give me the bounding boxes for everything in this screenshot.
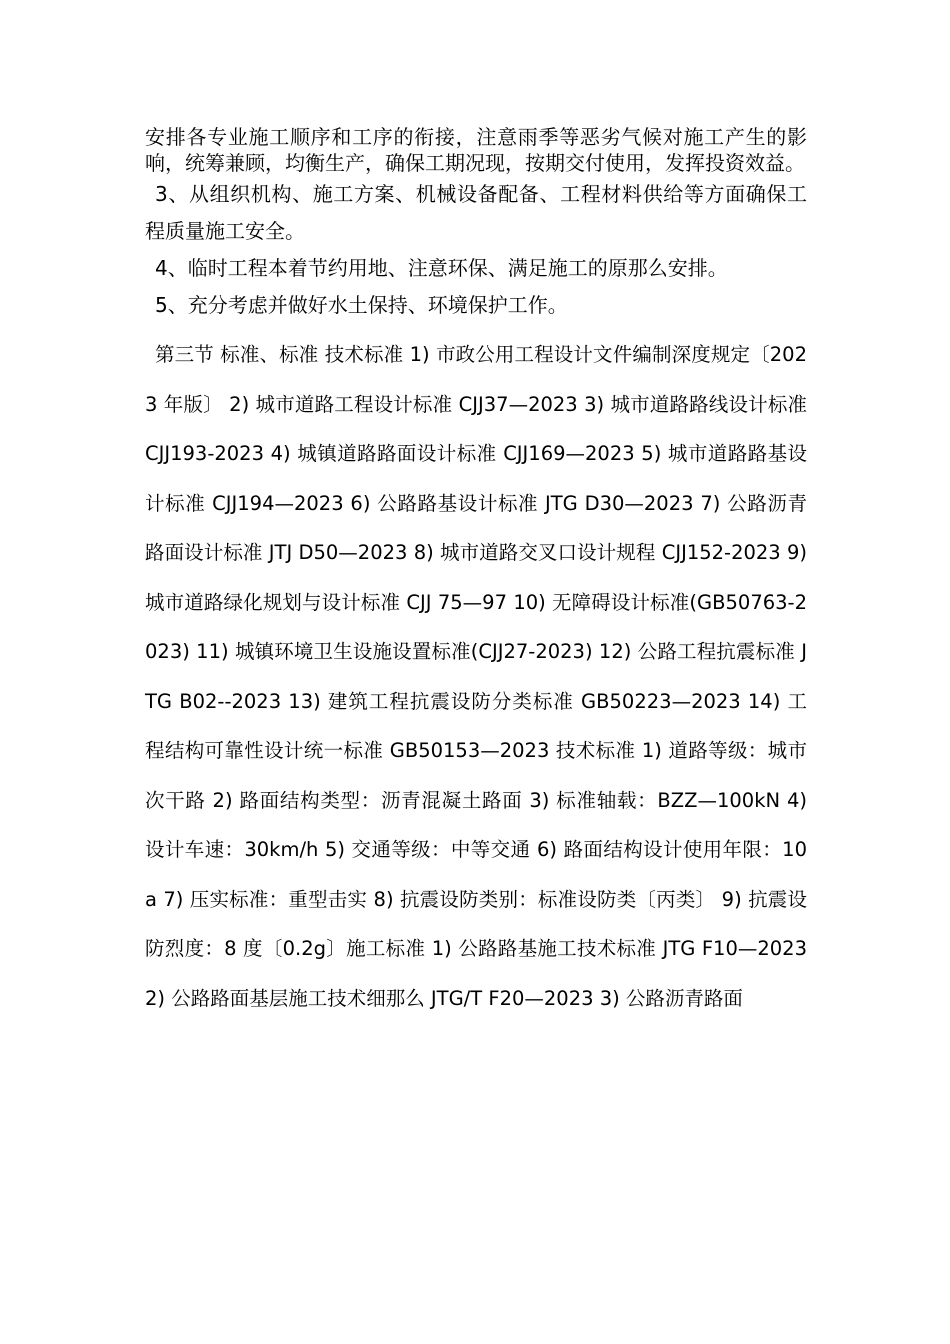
intro-paragraph: 安排各专业施工顺序和工序的衔接，注意雨季等恶劣气候对施工产生的影响，统筹兼顾，均衡生产，确保工期况现，按期交付使用，发挥投资效益。 xyxy=(145,125,807,175)
standards-section: 第三节 标准、标准 技术标准 1) 市政公用工程设计文件编制深度规定〔2023 年版〕 2) 城市道路工程设计标准 CJJ37—2023 3) 城市道路路线设计标准 CJJ193-2023 4) 城镇道路路面设计标准 CJJ169—2023 5) 城市道路路基设计标准 CJJ194—2023 6) 公路路基设计标准 JTG D30—2023 7) 公路沥青路面设计标准 JTJ D50—2023 8) 城市道路交叉口设计规程 CJJ152-2023 9) 城市道路绿化规划与设计标准 CJJ 75—97 10) 无障碍设计标准(GB50763-2023) 11) 城镇环境卫生设施设置标准(CJJ27-2023) 12) 公路工程抗震标准 JTG B02--2023 13) 建筑工程抗震设防分类标准 GB50223—2023 14) 工程结构可靠性设计统一标准 GB50153—2023 技术标准 1) 道路等级：城市次干路 2) 路面结构类型：沥青混凝土路面 3) 标准轴载：BZZ—100kN 4) 设计车速：30km/h 5) 交通等级：中等交通 6) 路面结构设计使用年限：10a 7) 压实标准：重型击实 8) 抗震设防类别：标准设防类〔丙类〕 9) 抗震设防烈度：8 度〔0.2g〕施工标准 1) 公路路基施工技术标准 JTG F10—2023 2) 公路路面基层施工技术细那么 JTG/T F20—2023 3) 公路沥青路面 xyxy=(145,343,807,1010)
document-body xyxy=(145,124,807,1023)
list-item-5: 5、充分考虑并做好水土保持、环境保护工作。 xyxy=(155,293,568,317)
list-item-4: 4、临时工程本着节约用地、注意环保、满足施工的原那么安排。 xyxy=(155,256,728,280)
list-item-3: 3、从组织机构、施工方案、机械设备配备、工程材料供给等方面确保工程质量施工安全。 xyxy=(145,182,807,243)
